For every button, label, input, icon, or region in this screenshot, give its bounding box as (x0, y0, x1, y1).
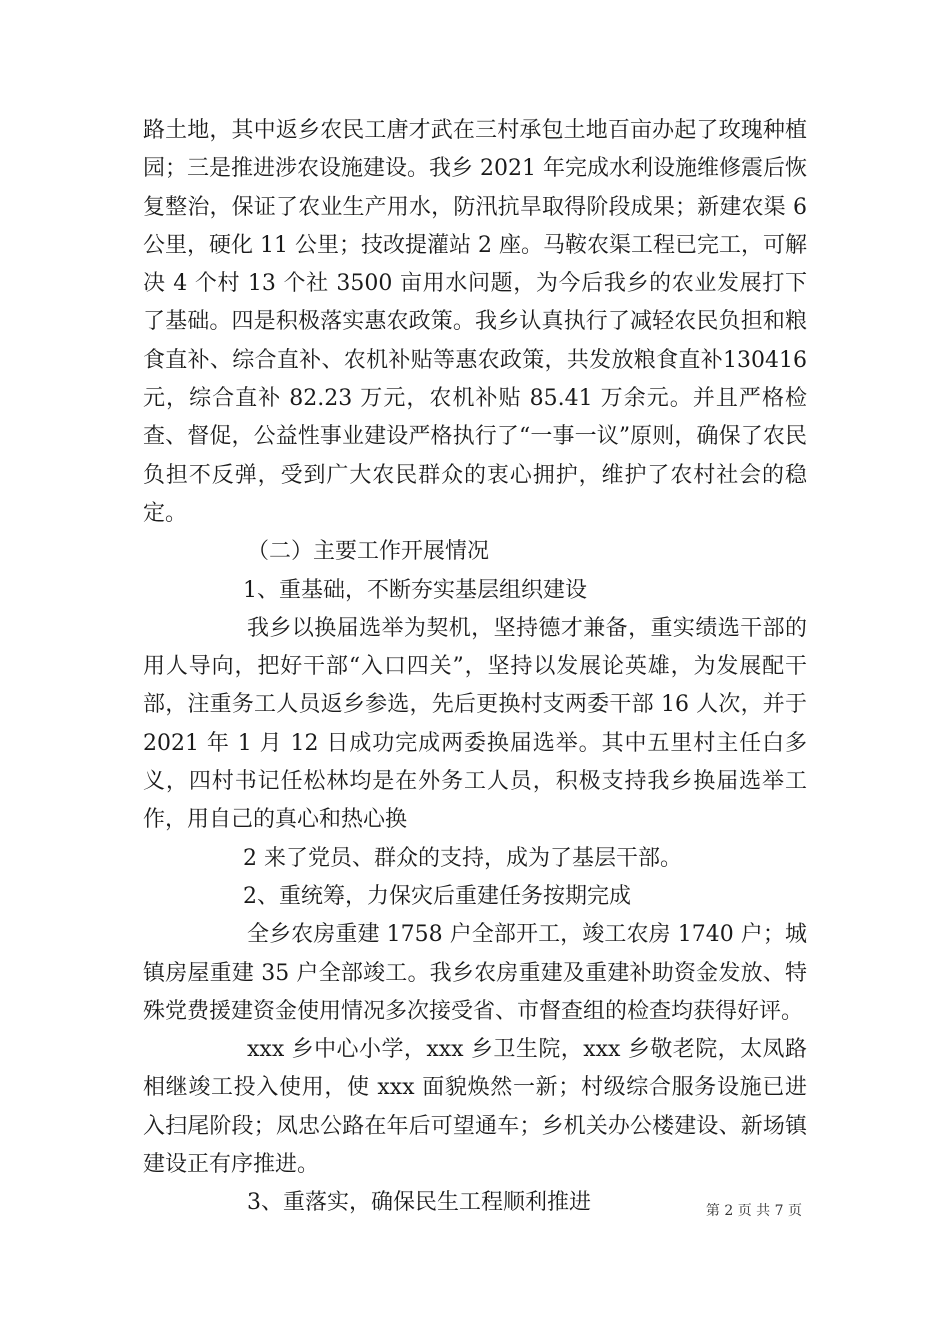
paragraph-continuation: 2 来了党员、群众的支持，成为了基层干部。 (243, 845, 682, 871)
paragraph-facilities: xxx 乡中心小学，xxx 乡卫生院，xxx 乡敬老院，太凤路相继竣工投入使用，使 xxx 面貌焕然一新；村级综合服务设施已进入扫尾阶段；凤忠公路在年后可望通车；乡机关办公楼建设、新场镇建设正有序推进。 (143, 1037, 807, 1178)
document-body (143, 112, 807, 1223)
section-heading: （二）主要工作开展情况 (247, 539, 490, 565)
paragraph-continued: 路土地，其中返乡农民工唐才武在三村承包土地百亩办起了玫瑰种植园；三是推进涉农设施建设。我乡 2021 年完成水利设施维修震后恢复整治，保证了农业生产用水，防汛抗旱取得阶段成果；新建农渠 6 公里，硬化 11 公里；技改提灌站 2 座。马鞍农渠工程已完工，可解决 4 个村 13 个社 3500 亩用水问题，为今后我乡的农业发展打下了基础。四是积极落实惠农政策。我乡认真执行了减轻农民负担和粮食直补、综合直补、农机补贴等惠农政策，共发放粮食直补130416 元，综合直补 82.23 万元，农机补贴 85.41 万余元。并且严格检查、督促，公益性事业建设严格执行了“一事一议”原则，确保了农民负担不反弹，受到广大农民群众的衷心拥护，维护了农村社会的稳定。 (143, 118, 807, 526)
paragraph-reconstruction: 全乡农房重建 1758 户全部开工，竣工农房 1740 户；城镇房屋重建 35 户全部竣工。我乡农房重建及重建补助资金发放、特殊党费援建资金使用情况多次接受省、市督查组的检查均获得好评。 (143, 922, 807, 1024)
subheading-1: 1、重基础，不断夯实基层组织建设 (243, 577, 587, 603)
subheading-2: 2、重统筹，力保灾后重建任务按期完成 (243, 883, 631, 909)
paragraph-elections: 我乡以换届选举为契机，坚持德才兼备，重实绩选干部的用人导向，把好干部“入口四关”，坚持以发展论英雄，为发展配干部，注重务工人员返乡参选，先后更换村支两委干部 16 人次，并于 2021 年 1 月 12 日成功完成两委换届选举。其中五里村主任白多义，四村书记任松林均是在外务工人员，积极支持我乡换届选举工作，用自己的真心和热心换 (143, 615, 807, 833)
subheading-3: 3、重落实，确保民生工程顺利推进 (247, 1190, 591, 1216)
page-number: 第 2 页 共 7 页 (705, 1203, 802, 1219)
